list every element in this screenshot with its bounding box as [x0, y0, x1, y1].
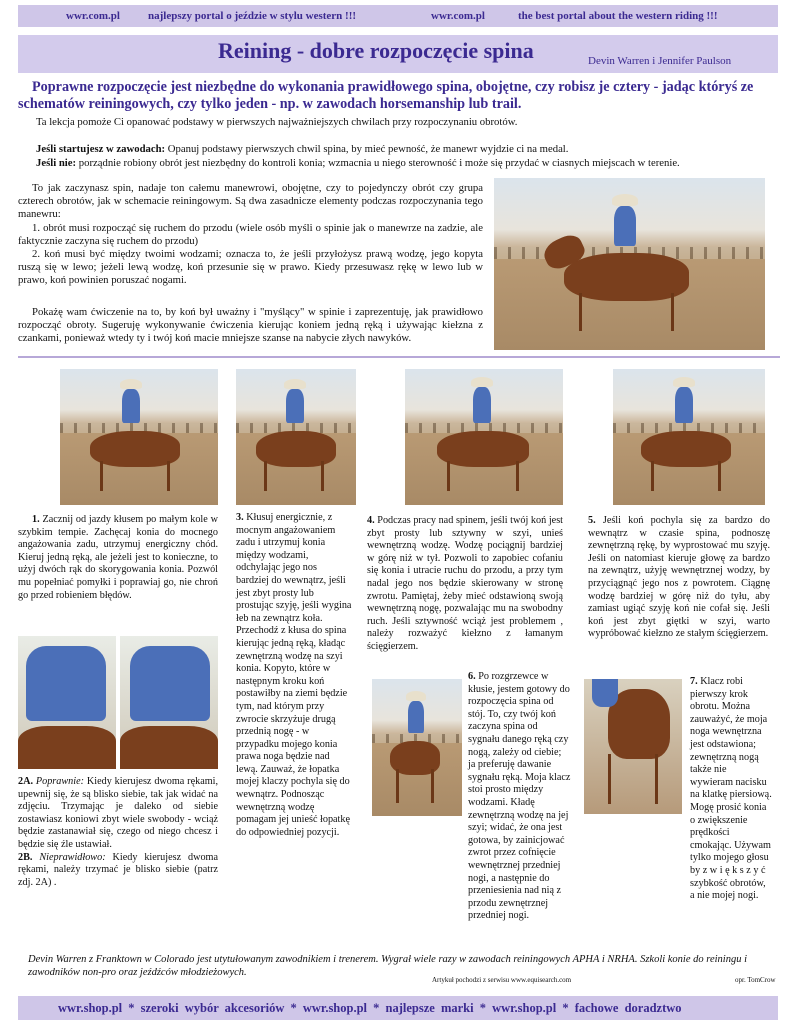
caption-step-2a-text: Kiedy kierujesz dwoma rękami, upewnij się, że są blisko siebie, tak jak widać na zdjęciu. Trzymając je daleko od siebie zostawiasz koniowi zbyt wiele swobody - wciąż będzie zastanawiał się, czego od niego chcesz i będzie się źle ustawiał.: [18, 776, 219, 850]
body-list-item-2: 2. koń musi być między twoimi wodzami; oznacza to, że jeśli przyłożysz prawą wodzę, jego kopyta ruszą się w lewo; jeżeli lewą wodzę, koń przesunie się w prawo. Kiedy przesuwasz rękę w lewo lub w prawo, koń powinien poruszać nogami.: [18, 248, 483, 287]
section-divider: [18, 356, 780, 358]
competitor-note-label: Jeśli startujesz w zawodach:: [36, 143, 166, 155]
body-paragraph: To jak zaczynasz spin, nadaje ton całemu manewrowi, obojętne, czy to pojedynczy obrót czy grupa czterech obrotów, jak w schemacie reiningowym. Są dwa zasadnicze elementy podczas rozpoczynania tego manewru:: [18, 182, 483, 221]
competitor-note: [36, 143, 776, 156]
article-source: Artykuł pochodzi z serwisu www.equisearch.com: [432, 976, 572, 984]
caption-step-2a-label: Poprawnie:: [35, 776, 84, 787]
caption-step-3-number: 3.: [236, 512, 244, 523]
photo-step-2a-hands-correct: [18, 636, 116, 769]
non-competitor-note: [36, 157, 781, 170]
caption-step-1-number: 1.: [32, 514, 40, 525]
body-list-item-1: 1. obrót musi rozpocząć się ruchem do przodu (wiele osób myśli o spinie jak o manewrze na zadzie, ale faktycznie zaczyna się ruchem do przodu): [18, 221, 483, 247]
page-title: Reining - dobre rozpoczęcie spina: [218, 38, 534, 63]
non-competitor-note-label: Jeśli nie:: [36, 157, 77, 169]
top-banner: [18, 5, 778, 27]
author-bio: Devin Warren z Franktown w Colorado jest utytułowanym zawodnikiem i trenerem. Wygrał wiele razy w zawodach reiningowych APHA i NRHA. Szkoli konie do reiningu i zawodników non-pro oraz jeźdźców młodzieżowych.: [28, 954, 747, 978]
photo-step-2b-hands-incorrect: [120, 636, 218, 769]
photo-step-5: [613, 369, 765, 505]
caption-step-2b-label: Nieprawidłowo:: [39, 851, 106, 863]
caption-step-3-text: Kłusuj energicznie, z mocnym angażowaniem zadu i utrzymuj konia między wodzami, odchylając jego nos bardziej do wewnątrz, jeśli jest zbyt prosty lub prostując szyję, jeśli wygina łeb na zewnątrz koła. Przechodź z kłusa do spina kierując jedną ręką, kładąc zewnętrzną wodzę na szyi konia. Kopyto, które w następnym kroku koń postawiłby na ziemi będzie tym, nad którym przy zwrocie skrzyżuje drugą przednią nogę - w przypadku mojego konia prawa noga będzie nad lewą. Zauważ, że łopatka mojej klaczy pochyla się do wewnątrz. Podnosząc wewnętrzną wodzę pomagam jej unieść łopatkę do odpowiedniej pozycji.: [236, 512, 352, 838]
caption-step-2b: [18, 852, 218, 890]
photo-step-3: [236, 369, 356, 505]
caption-step-5: [588, 515, 770, 641]
caption-step-2a-number: 2A.: [18, 776, 33, 787]
lead-paragraph: Poprawne rozpoczęcie jest niezbędne do wykonania prawidłowego spina, obojętne, czy robisz je cztery - jadąc któryś ze schematów reiningowych, czy tylko jeden - np. w zawodach horsemanship lub trail.: [18, 79, 754, 112]
non-competitor-note-text: porządnie robiony obrót jest niezbędny do kontroli konia; wzmacnia u niego sterowność i może się przydać w ciasnych miejscach w terenie.: [78, 157, 680, 169]
caption-step-2b-text: Kiedy kierujesz dwoma rękami, należy trzymać je blisko siebie (patrz zdj. 2A) .: [18, 851, 219, 888]
authors: Devin Warren i Jennifer Paulson: [588, 55, 732, 67]
bottom-banner: [18, 996, 778, 1020]
photo-step-4: [405, 369, 563, 505]
caption-step-7: [690, 676, 772, 903]
photo-step-7: [584, 679, 682, 814]
caption-step-5-number: 5.: [588, 515, 596, 526]
caption-step-1: [18, 514, 218, 602]
caption-step-5-text: Jeśli koń pochyla się za bardzo do wewnątrz w czasie spina, podnoszę zewnętrzną rękę, by wyprostować mu szyję. Jeśli on natomiast kieruje głowę za bardzo na zewnątrz, użyję wewnętrznej wodzy, by przyciągnąć jego nos z powrotem. Ciągnę wodzę bardziej w górę niż do tyłu, aby zamiast ugiąć szyję koń nie cofał się. Jeśli koń jest zbyt giętki w szyi, warto wypróbować kiełzno ze stałym ścięgierzem.: [588, 515, 770, 640]
main-photo-horse-rider: [494, 178, 765, 350]
caption-step-6-text: Po rozgrzewce w kłusie, jestem gotowy do rozpoczęcia spina od stój. To, czy twój koń zaczyna spina od sygnału danego ręką czy nogą, zależy od ciebie; ja preferuję dawanie sygnału ręką. Moja klacz stoi prosto między wodzami. Kładę zewnętrzną wodzę na jej szyi; widać, że ona jest gotowa, by zainicjować zwrot przez cofnięcie wewnętrznej przedniej nogi, a następnie do przeniesienia nad nią z przodu zewnętrznej przedniej nogi.: [468, 671, 571, 922]
body-text-1: [18, 182, 483, 288]
caption-step-1-text: Zacznij od jazdy kłusem po małym kole w szybkim tempie. Zachęcaj konia do mocnego angażowania zadu, utrzymuj energiczny chód. Kieruj jedną ręką, ale jeżeli jest to konieczne, to użyj dwóch rąk do skorygowania konia. Pozwól mu popełniać pomyłki i poprawiaj go, nie chroń go przed robieniem błędów.: [18, 514, 218, 601]
photo-step-6: [372, 679, 462, 816]
translator-credit: opr. TomCrow: [735, 976, 776, 984]
caption-step-3: [236, 512, 352, 839]
caption-step-7-text: Klacz robi pierwszy krok obrotu. Można zauważyć, że moja noga wewnętrzna jest odstawiona; zewnętrzną nogą także nie wywieram nacisku na klatkę piersiową. Mogę prosić konia o zwiększenie prędkości cmokając. Używam tylko mojego głosu by z w i ę k s z y ć szybkość obrotów, a nie mojej nogi.: [690, 676, 772, 902]
top-banner-link-2[interactable]: wwr.com.pl: [431, 10, 485, 22]
caption-step-4: [367, 515, 563, 654]
caption-step-2b-number: 2B.: [18, 851, 33, 863]
top-banner-link-1[interactable]: wwr.com.pl: [66, 10, 120, 22]
caption-step-6: [468, 671, 571, 923]
competitor-note-text: Opanuj podstawy pierwszych chwil spina, by mieć pewność, że manewr wyjdzie ci na medal.: [167, 143, 569, 155]
caption-step-6-number: 6.: [468, 671, 476, 682]
photo-step-1: [60, 369, 218, 505]
caption-step-4-number: 4.: [367, 515, 375, 526]
caption-step-4-text: Podczas pracy nad spinem, jeśli twój koń jest zbyt prosty lub sztywny w szyi, unieś wewnętrzną wodzę. Wodzę pociągnij bardziej w górę niż w tył. Pozwoli to zapobiec cofaniu się konia i utracie ruchu do przodu, a przy tym nadal jego nos będzie skierowany w stronę zwrotu. Pamiętaj, żeby mieć odstawioną swoją wewnętrzną nogę, pozwalając mu na swobodny ruch. Jeśli sztywność wciąż jest problemem , należy rozważyć kiełzno z łamanym ścięgierzem.: [367, 515, 564, 652]
body-text-2: Pokażę wam ćwiczenie na to, by koń był uważny i "myślący" w spinie i zaprezentuję, jak prawidłowo rozpocząć obroty. Sugeruję wykonywanie ćwiczenia kierując koniem jedną ręką i używając kiełzna z czankami, ponieważ wtedy ty i twój koń macie mniejsze szanse na nabycie złych nawyków.: [18, 306, 483, 345]
title-banner: [18, 35, 778, 73]
caption-step-2a: [18, 776, 218, 852]
intro-text: Ta lekcja pomoże Ci opanować podstawy w pierwszych najważniejszych chwilach przy rozpoczynaniu obrotów.: [36, 116, 518, 128]
bottom-banner-text[interactable]: wwr.shop.pl * szeroki wybór akcesoriów * wwr.shop.pl * najlepsze marki * wwr.shop.pl * fachowe doradztwo: [58, 1001, 682, 1015]
top-banner-slogan-pl: najlepszy portal o jeździe w stylu western !!!: [148, 10, 357, 22]
caption-step-7-number: 7.: [690, 676, 698, 687]
caption-step-2: [18, 776, 218, 889]
top-banner-slogan-en: the best portal about the western riding !!!: [518, 10, 718, 22]
